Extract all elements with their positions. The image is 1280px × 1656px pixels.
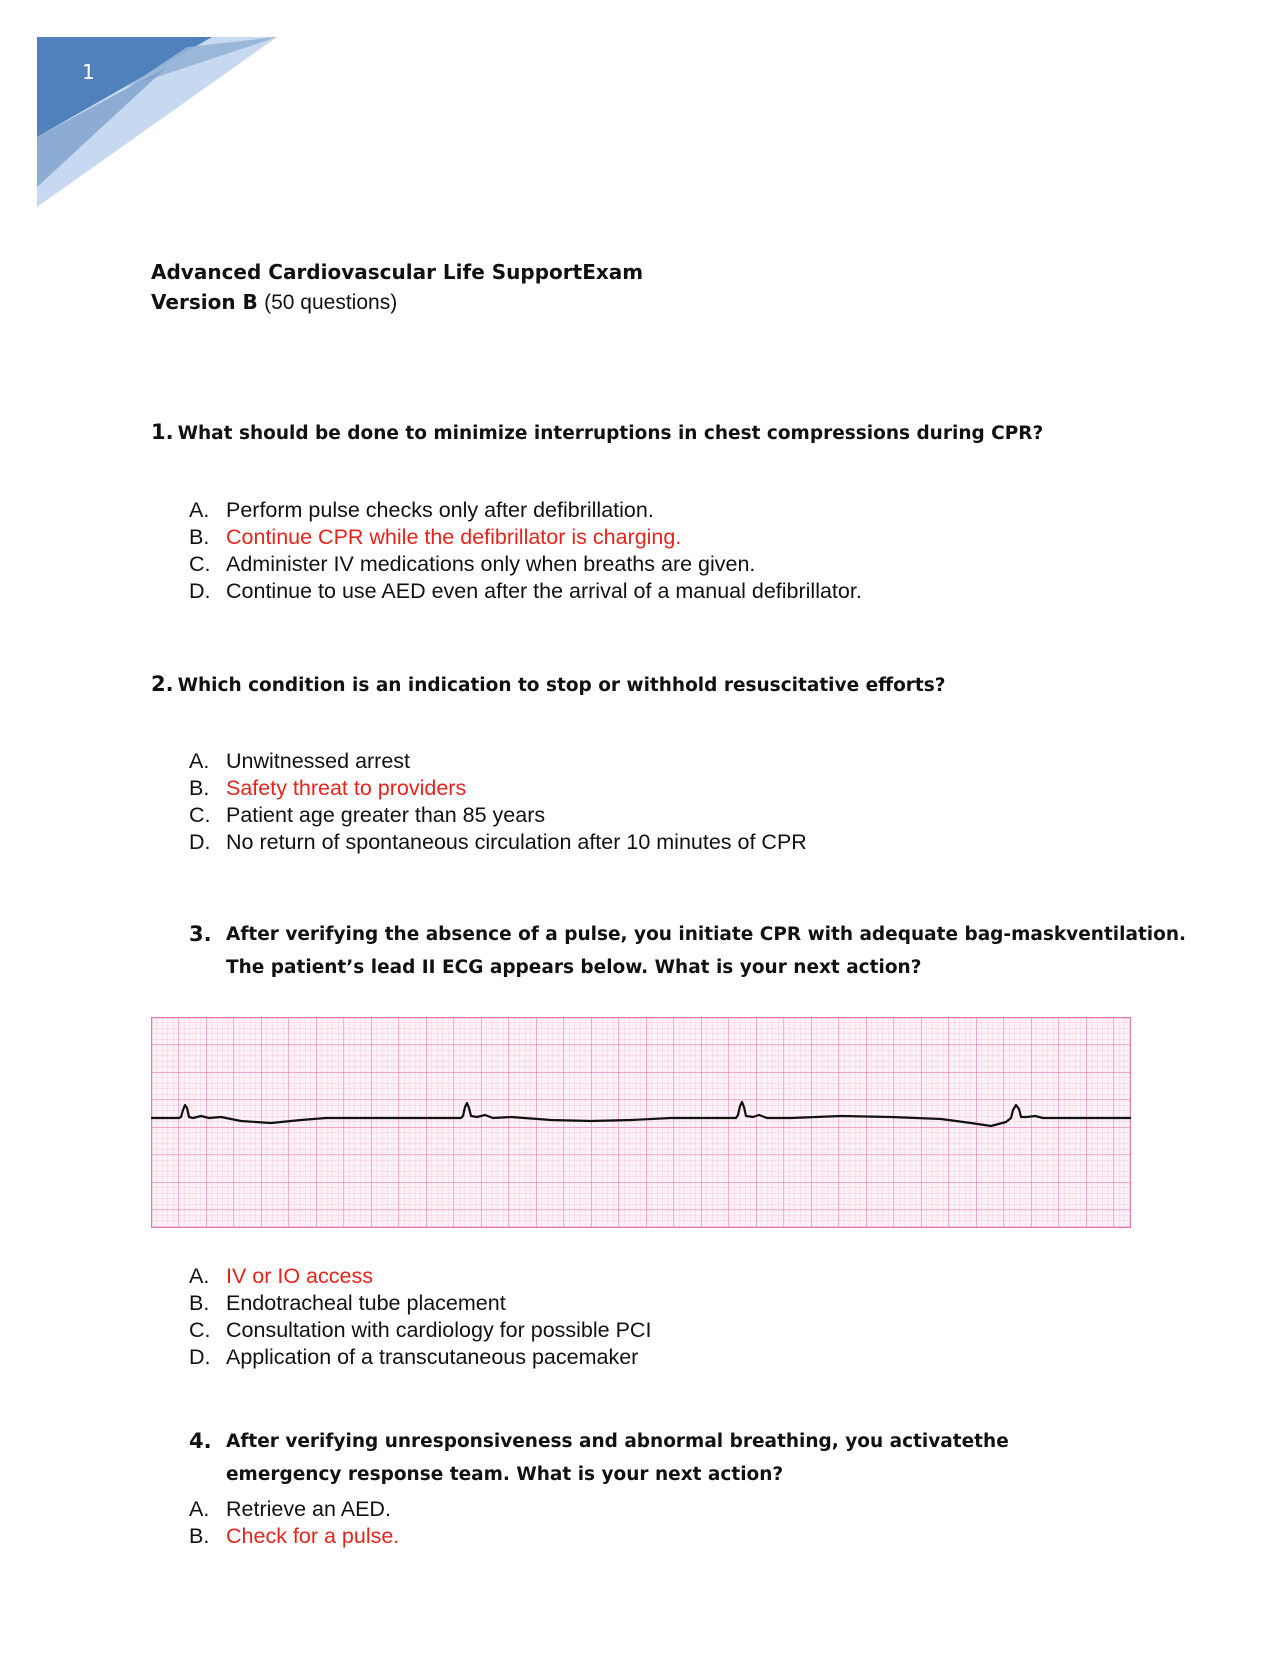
question-4-options [189, 1496, 399, 1550]
question-1 [151, 416, 1043, 450]
question-2 [151, 668, 946, 702]
question-2-options [189, 748, 807, 856]
question-text-line-2: The patient’s lead II ECG appears below. What is your next action? [226, 957, 922, 978]
version-detail: (50 questions) [264, 291, 398, 314]
page-number: 1 [82, 60, 95, 84]
question-number: 1. [151, 420, 174, 444]
question-1-options [189, 497, 862, 605]
option-b[interactable]: B. Endotracheal tube placement [189, 1291, 506, 1315]
option-b-correct[interactable]: B. Safety threat to providers [189, 776, 467, 800]
question-text: What should be done to minimize interruptions in chest compressions during CPR? [177, 423, 1044, 444]
option-d[interactable]: D. Application of a transcutaneous pacemaker [189, 1345, 639, 1369]
option-a[interactable]: A. Retrieve an AED. [189, 1497, 391, 1521]
question-4 [189, 1425, 1009, 1491]
question-3-options [189, 1263, 651, 1371]
question-number: 4. [189, 1429, 212, 1453]
page-corner-decoration [37, 37, 277, 207]
option-a[interactable]: A. Unwitnessed arrest [189, 749, 411, 773]
option-b-correct[interactable]: B. Check for a pulse. [189, 1524, 400, 1548]
question-3 [189, 918, 1186, 984]
version-label: Version B [151, 290, 258, 314]
option-a-correct[interactable]: A. IV or IO access [189, 1264, 373, 1288]
ecg-strip-lead-ii [151, 1017, 1131, 1228]
question-number: 2. [151, 672, 174, 696]
question-text-line-1: After verifying unresponsiveness and abnormal breathing, you activatethe [226, 1431, 1009, 1452]
question-text: Which condition is an indication to stop or withhold resuscitative efforts? [177, 675, 946, 696]
option-d[interactable]: D. Continue to use AED even after the arrival of a manual defibrillator. [189, 579, 862, 603]
option-c[interactable]: C. Consultation with cardiology for possible PCI [189, 1318, 652, 1342]
exam-title: Advanced Cardiovascular Life SupportExam [151, 260, 644, 284]
question-text-line-2: emergency response team. What is your next action? [226, 1464, 784, 1485]
option-b-correct[interactable]: B. Continue CPR while the defibrillator is charging. [189, 525, 682, 549]
option-c[interactable]: C. Patient age greater than 85 years [189, 803, 546, 827]
option-a[interactable]: A. Perform pulse checks only after defibrillation. [189, 498, 654, 522]
option-c[interactable]: C. Administer IV medications only when breaths are given. [189, 552, 756, 576]
question-text-line-1: After verifying the absence of a pulse, you initiate CPR with adequate bag-maskventilation. [226, 924, 1187, 945]
exam-version [151, 290, 397, 315]
question-number: 3. [189, 922, 212, 946]
option-d[interactable]: D. No return of spontaneous circulation after 10 minutes of CPR [189, 830, 807, 854]
